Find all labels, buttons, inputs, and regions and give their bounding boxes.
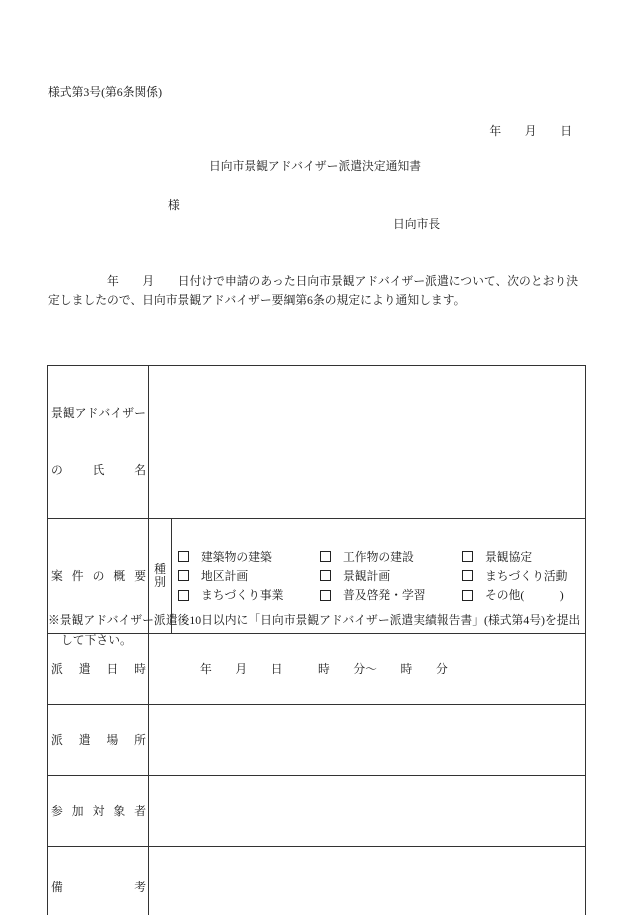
checkbox-icon xyxy=(320,551,331,562)
form-number: 様式第3号(第6条関係) xyxy=(48,85,163,99)
checkbox-icon xyxy=(178,570,189,581)
checkbox-icon xyxy=(320,590,331,601)
option-building-construction xyxy=(178,547,320,566)
dispatch-datetime-label: 派 遣 日 時 xyxy=(51,661,146,676)
participants-value-cell xyxy=(149,775,586,846)
option-label: 景観協定 xyxy=(485,549,533,564)
table-row-dispatch-location xyxy=(48,704,586,775)
advisor-name-label-cell xyxy=(48,366,149,519)
checkbox-icon xyxy=(320,570,331,581)
case-type-options xyxy=(178,547,585,605)
option-education xyxy=(320,586,462,605)
option-district-plan xyxy=(178,566,320,585)
addressee-suffix: 様 xyxy=(168,198,180,212)
checkbox-icon xyxy=(178,551,189,562)
option-landscape-plan xyxy=(320,566,462,585)
option-label: まちづくり事業 xyxy=(201,588,284,603)
dispatch-datetime-value: 年 月 日 時 分～ 時 分 xyxy=(149,633,586,704)
option-community-activity xyxy=(462,566,585,585)
option-landscape-agreement xyxy=(462,547,585,566)
remarks-label-cell xyxy=(48,846,149,915)
participants-label-cell xyxy=(48,775,149,846)
option-label: その他( ) xyxy=(485,588,564,603)
participants-label: 参 加 対 象 者 xyxy=(51,803,146,818)
option-label: 普及啓発・学習 xyxy=(343,588,426,603)
advisor-name-label-line-2: の 氏 名 xyxy=(51,463,146,477)
footnote-line-2: して下さい。 xyxy=(61,633,132,647)
option-label: 景観計画 xyxy=(343,568,391,583)
dispatch-location-value-cell xyxy=(149,704,586,775)
option-label: まちづくり活動 xyxy=(485,568,568,583)
remarks-label: 備 考 xyxy=(51,879,146,894)
checkbox-icon xyxy=(178,590,189,601)
option-label: 建築物の建築 xyxy=(201,549,272,564)
document-title: 日向市景観アドバイザー派遣決定通知書 xyxy=(208,159,422,173)
issue-date-line: 年 月 日 xyxy=(489,124,572,138)
checkbox-icon xyxy=(462,590,473,601)
advisor-name-value-cell xyxy=(149,366,586,519)
table-row-participants xyxy=(48,775,586,846)
option-community-project xyxy=(178,586,320,605)
body-text-line-2: 定しましたので、日向市景観アドバイザー要綱第6条の規定により通知します。 xyxy=(48,293,466,307)
option-label: 工作物の建設 xyxy=(343,549,414,564)
checkbox-icon xyxy=(462,551,473,562)
dispatch-location-label: 派 遣 場 所 xyxy=(51,732,146,747)
option-label: 地区計画 xyxy=(201,568,249,583)
option-other xyxy=(462,586,585,605)
case-type-label: 種別 xyxy=(154,561,166,589)
case-overview-label: 案 件 の 概 要 xyxy=(51,568,146,583)
remarks-value-cell xyxy=(149,846,586,915)
dispatch-location-label-cell xyxy=(48,704,149,775)
advisor-name-label-line-1: 景 観 ア ド バ イ ザ ー xyxy=(51,406,146,420)
table-row-advisor-name xyxy=(48,366,586,519)
option-structure-construction xyxy=(320,547,462,566)
table-row-remarks xyxy=(48,846,586,915)
footnote-line-1: ※景観アドバイザー派遣後10日以内に「日向市景観アドバイザー派遣実績報告書」(様式第4号)を提出 xyxy=(48,613,581,627)
checkbox-icon xyxy=(462,570,473,581)
issuer-name: 日向市長 xyxy=(393,217,441,231)
body-text-line-1: 年 月 日付けで申請のあった日向市景観アドバイザー派遣について、次のとおり決 xyxy=(48,274,579,288)
